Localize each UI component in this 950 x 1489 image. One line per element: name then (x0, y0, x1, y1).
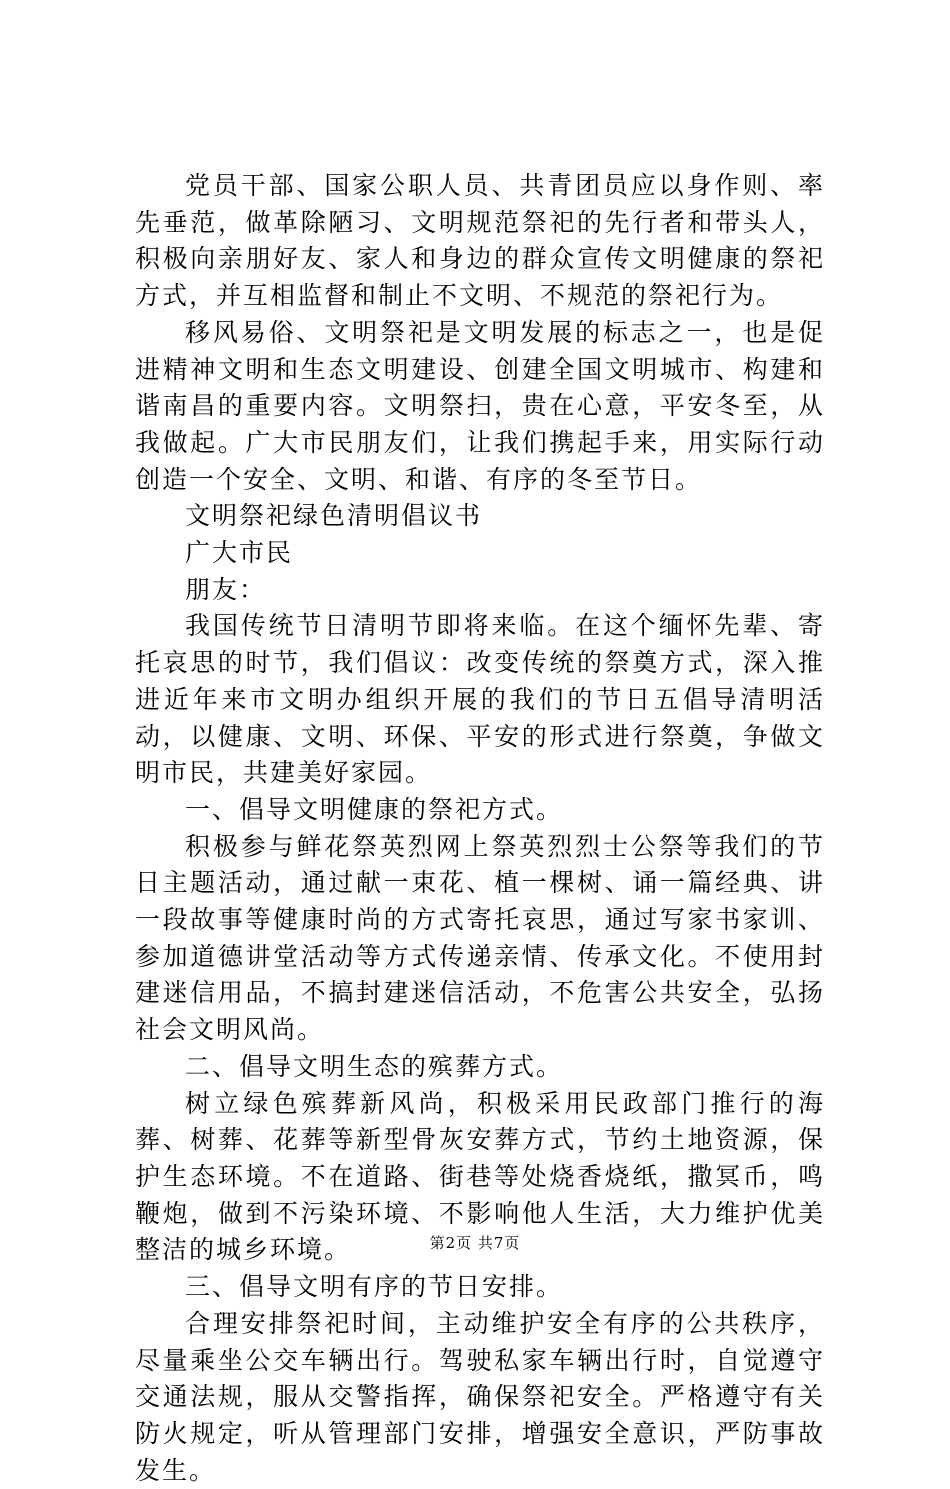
paragraph-section-2: 树立绿色殡葬新风尚，积极采用民政部门推行的海葬、树葬、花葬等新型骨灰安葬方式，节约土地资源，保护生态环境。不在道路、街巷等处烧香烧纸，撒冥币，鸣鞭炮，做到不污染环境、不影响他人生活，大力维护优美整洁的城乡环境。 (135, 1088, 825, 1265)
page-number-footer: 第2页 共7页 (429, 1234, 521, 1252)
proposal-title: 文明祭祀绿色清明倡议书 (185, 501, 483, 531)
document-body (135, 168, 825, 1489)
salutation-line-2: 朋友： (185, 574, 267, 604)
section-heading-2: 二、倡导文明生态的殡葬方式。 (185, 1051, 564, 1081)
paragraph-introduction: 我国传统节日清明节即将来临。在这个缅怀先辈、寄托哀思的时节，我们倡议：改变传统的祭奠方式，深入推进近年来市文明办组织开展的我们的节日五倡导清明活动，以健康、文明、环保、平安的形式进行祭奠，争做文明市民，共建美好家园。 (135, 611, 825, 788)
paragraph-party-members: 党员干部、国家公职人员、共青团员应以身作则、率先垂范，做革除陋习、文明规范祭祀的先行者和带头人，积极向亲朋好友、家人和身边的群众宣传文明健康的祭祀方式，并互相监督和制止不文明、不规范的祭祀行为。 (135, 171, 825, 311)
section-heading-3: 三、倡导文明有序的节日安排。 (185, 1272, 564, 1302)
section-heading-1: 一、倡导文明健康的祭祀方式。 (185, 794, 564, 824)
paragraph-section-3: 合理安排祭祀时间，主动维护安全有序的公共秩序，尽量乘坐公交车辆出行。驾驶私家车辆出行时，自觉遵守交通法规，服从交警指挥，确保祭祀安全。严格遵守有关防火规定，听从管理部门安排，增强安全意识，严防事故发生。 (135, 1308, 825, 1485)
paragraph-section-1: 积极参与鲜花祭英烈网上祭英烈烈士公祭等我们的节日主题活动，通过献一束花、植一棵树、诵一篇经典、讲一段故事等健康时尚的方式寄托哀思，通过写家书家训、参加道德讲堂活动等方式传递亲情、传承文化。不使用封建迷信用品，不搞封建迷信活动，不危害公共安全，弘扬社会文明风尚。 (135, 831, 825, 1045)
paragraph-civilized-customs: 移风易俗、文明祭祀是文明发展的标志之一，也是促进精神文明和生态文明建设、创建全国文明城市、构建和谐南昌的重要内容。文明祭扫，贵在心意，平安冬至，从我做起。广大市民朋友们，让我们携起手来，用实际行动创造一个安全、文明、和谐、有序的冬至节日。 (135, 317, 825, 494)
salutation-line-1: 广大市民 (185, 538, 294, 568)
